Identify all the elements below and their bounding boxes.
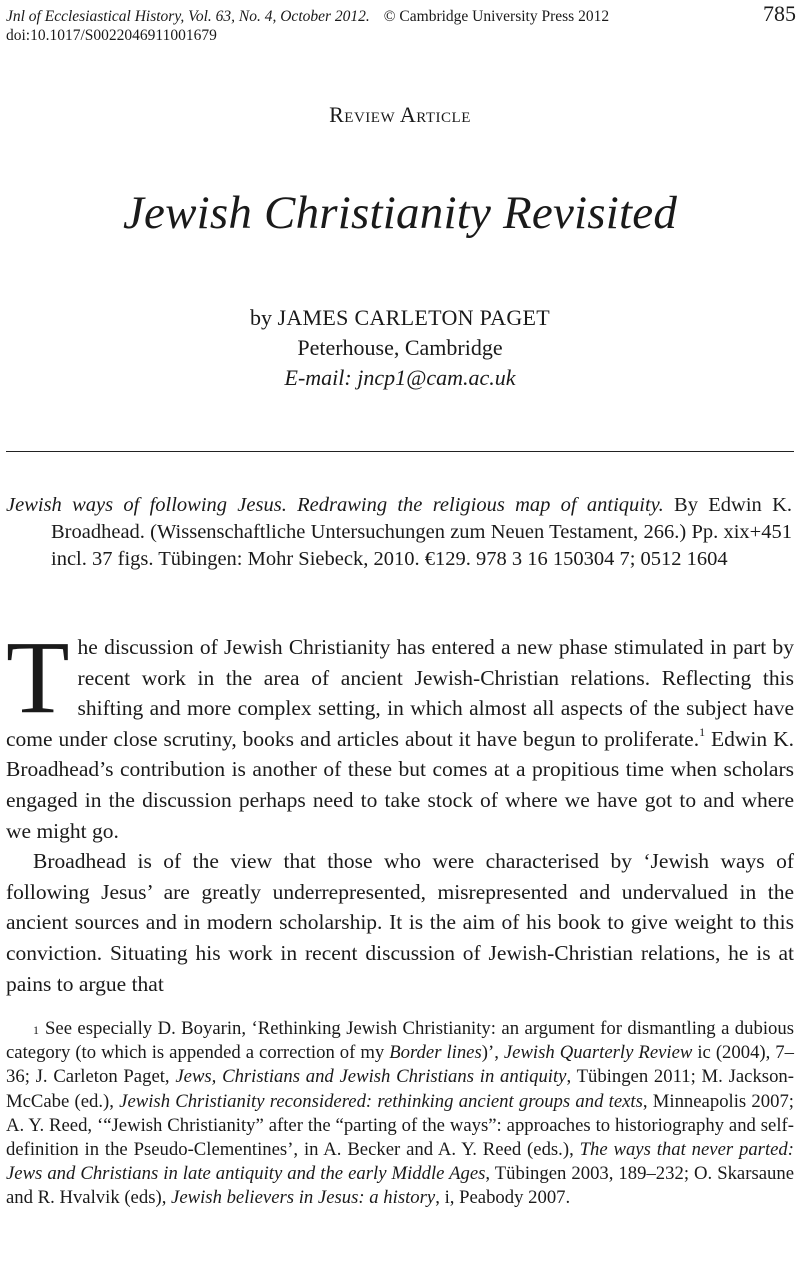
body-paragraph-1: [6, 620, 794, 846]
running-header: [6, 1, 796, 45]
header-line: [6, 1, 796, 26]
paragraph-1-text-end: Edwin K. Broadhead’s contribution is another of these but comes at a propitious time when scholars engaged in the discussion perhaps need to take stock of where we have got to and where we might go.: [6, 726, 794, 843]
footnote-italic: Jews, Christians and Jewish Christians in antiquity: [175, 1066, 567, 1088]
drop-cap: T: [6, 620, 70, 735]
footnote-text: , i, Peabody 2007.: [435, 1187, 571, 1209]
footnote-text: , Tübingen 2003, 189–232; O. Skarsaune and R. Hvalvik (eds),: [6, 1163, 794, 1209]
footnote-italic: The ways that never parted: Jews and Christians in late antiquity and the early Middle Ages: [6, 1139, 794, 1185]
article-body: [6, 620, 794, 999]
footnote-1: [6, 1017, 794, 1211]
byline-by: by: [250, 305, 272, 330]
reviewed-book-title: Jewish ways of following Jesus. Redrawing the religious map of antiquity.: [6, 494, 664, 516]
footnote: [6, 1017, 794, 1211]
body-paragraph-2: Broadhead is of the view that those who were characterised by ‘Jewish ways of following Jesus’ are greatly underrepresented, misrepresented and undervalued in the ancient sources and in modern scholarship. It is the aim of his book to give weight to this conviction. Situating his work in recent discussion of Jewish-Christian relations, he is at pains to argue that: [6, 849, 794, 996]
author-affiliation: Peterhouse, Cambridge: [297, 335, 503, 360]
doi-link[interactable]: doi:10.1017/S0022046911001679: [6, 27, 217, 44]
footnote-italic: Jewish believers in Jesus: a history: [171, 1187, 436, 1209]
footnote-italic: Border lines: [389, 1042, 482, 1064]
footnote-text: , Minneapolis 2007; A. Y. Reed, ‘“Jewish Christianity” after the “parting of the ways”: approaches to historiography and self-definition in the Pseudo-Clementines’, in A. Becker and A. Y. Reed (eds.),: [6, 1090, 794, 1161]
page-number: 785: [763, 1, 796, 26]
author-email[interactable]: E-mail: jncp1@cam.ac.uk: [284, 365, 516, 390]
author-name: JAMES CARLETON PAGET: [277, 305, 550, 330]
section-label: Review Article: [329, 102, 471, 127]
footnote-italic: Jewish Quarterly Review: [503, 1042, 693, 1064]
byline: [0, 303, 800, 393]
footnote-reference[interactable]: 1: [699, 724, 706, 739]
divider-rule: [6, 451, 794, 452]
footnote-text: )’,: [481, 1042, 504, 1064]
paragraph-1-text: he discussion of Jewish Christianity has entered a new phase stimulated in part by recent work in the area of ancient Jewish-Christian relations. Reflecting this shifting and more complex setting, in which almost all aspects of the subject have come under close scrutiny, books and articles about it have begun to proliferate.: [6, 635, 794, 751]
reviewed-book-citation: [6, 492, 792, 573]
journal-citation: Jnl of Ecclesiastical History, Vol. 63, No. 4, October 2012.: [6, 8, 370, 25]
footnote-mark: 1: [33, 1023, 39, 1037]
copyright-notice: © Cambridge University Press 2012: [383, 8, 610, 25]
footnote-italic: Jewish Christianity reconsidered: rethinking ancient groups and texts: [119, 1090, 643, 1112]
footnote-text: See especially D. Boyarin, ‘Rethinking Jewish Christianity: an argument for dismantling a dubious category (to which is appended a correction of my: [6, 1018, 794, 1064]
reviewed-book-details: By Edwin K. Broadhead. (Wissenschaftliche Untersuchungen zum Neuen Testament, 266.) Pp. xix+451 incl. 37 figs. Tübingen: Mohr Siebeck, 2010. €129. 978 3 16 150304 7; 0512 1604: [51, 494, 792, 570]
footnote-text: , Tübingen 2011; M. Jackson-McCabe (ed.),: [6, 1066, 794, 1112]
footnote-text: ic (2004), 7–36; J. Carleton Paget,: [6, 1042, 794, 1088]
article-title: Jewish Christianity Revisited: [122, 187, 678, 239]
